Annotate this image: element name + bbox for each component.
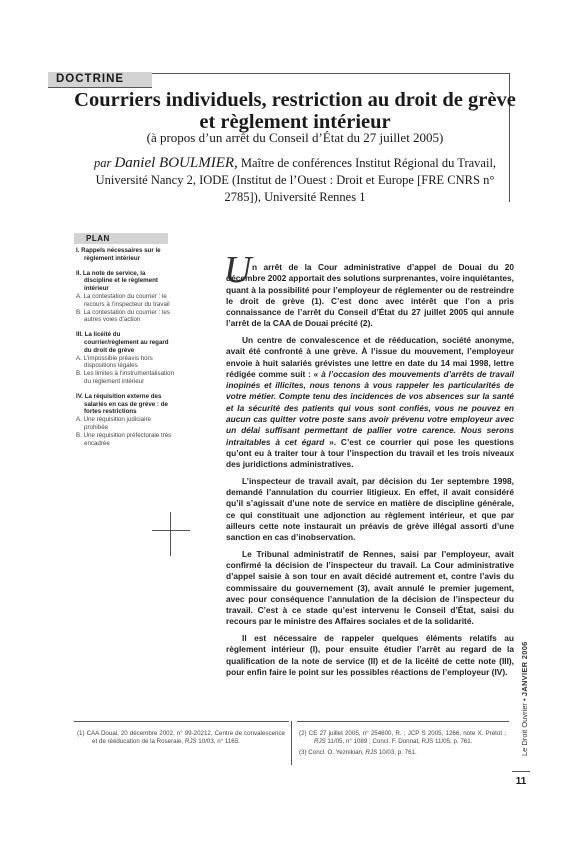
plan-heading: IV. La réquisition externe des salariés en cas de grève : de fortes restrictions — [76, 392, 168, 416]
plan-subheading: A. L’impossible préavis hors dispositions légales — [76, 354, 153, 370]
drop-cap: U — [224, 249, 252, 291]
footnotes-left — [77, 730, 285, 749]
body-paragraph: n arrêt de la Cour administrative d’appel de Douai du 20 décembre 2002 apportait des solutions surprenantes, voire inquiétantes, quant à la possibilité pour l’employeur de réglementer ou de restreindre le droit de grève (1). C’est donc avec intérêt que l’on a pris connaissance de l’arrêt du Conseil d’État du 27 juillet 2005 qui annule l’arrêt de la CAA de Douai précité (2). — [226, 262, 514, 329]
footnote — [299, 749, 506, 757]
page-number: 11 — [515, 776, 527, 787]
author-block — [80, 155, 510, 206]
plan-section — [76, 247, 174, 263]
footnote-text: 11/05, n° 1089 ; Concl. F. Donnat, RJS 11/05, p. 761. — [325, 738, 473, 745]
body-text: ». C’est ce courrier qui pose les questions qu’ont eu à traiter tour à tour l’inspection du travail et les trois niveaux des juridictions administratives. — [226, 436, 514, 470]
plan-subheading: B. La contestation du courrier : les autres voies d’action — [76, 308, 170, 324]
plan-heading: III. La licéité du courrier/règlement au regard du droit de grève — [76, 331, 169, 354]
issue-date: JANVIER 2006 — [520, 641, 529, 697]
footnote-text: 10/03, p. 761. — [377, 749, 417, 756]
footnotes-right — [299, 730, 506, 760]
journal-name: Le Droit Ouvrier — [520, 703, 529, 756]
footnote-number: (3) — [299, 749, 307, 756]
body-paragraph: Le Tribunal administratif de Rennes, saisi par l’employeur, avait confirmé la décision de l’inspecteur du travail. La Cour administrative d’appel saisie à son tour en avait décidé autrement et, contre l’avis du commissaire du gouvernement (3), avait annulé le premier jugement, avec pour conséquence l’annulation de la décision de l’inspecteur du travail. C’est à ce stade qu’est intervenu le Conseil d’État, saisi du recours par le ministre des Affaires sociales et de la solidarité. — [226, 548, 514, 627]
plan-heading: II. La note de service, la discipline et le règlement intérieur — [76, 269, 158, 293]
footnote-rule — [297, 721, 509, 722]
plan-section — [76, 331, 174, 386]
crop-mark — [152, 530, 190, 531]
plan-section — [76, 393, 174, 448]
plan-subheading: B. Une réquisition préfectorale très encadrée — [76, 431, 172, 447]
footnote-journal: RJS — [314, 738, 326, 745]
footnote-text: CAA Douai, 20 décembre 2002, n° 99-20212, Centre de convalescence et de rééducation de la Roseraie, — [86, 730, 285, 745]
rubric-underline — [48, 87, 152, 88]
article-title: Courriers individuels, restriction au droit de grève et règlement intérieur — [74, 89, 516, 133]
footnote-journal: RJS — [365, 749, 378, 756]
section-label: DOCTRINE — [48, 72, 152, 87]
author-affiliation: Maître de conférences Institut Régional du Travail, Université Nancy 2, IODE (Institut de l’Ouest : Droit et Europe [FRE CNRS n° 2785]), Université Rennes 1 — [95, 156, 497, 204]
body-paragraph: Il est nécessaire de rappeler quelques éléments relatifs au règlement intérieur (I), pour ensuite étudier l’arrêt au regard de la qualification de la note de service (II) et de la licéité de cette note (III), pour enfin faire le point sur les possibles réactions de l’employeur (IV). — [226, 632, 514, 677]
page-number-rule — [512, 771, 530, 772]
body-text: Un centre de convalescence et de rééducation, société anonyme, avait été confronté à une grève. À l’issue du mouvement, l’employeur envoie à huit salariés grévistes une lettre en date du 14 mai 1998, lettre rédigée comme suit : « — [226, 334, 514, 379]
crop-mark — [170, 512, 171, 556]
footnote-text: CE 27 juillet 2005, n° 254600, R. ; JCP S 2005, 1266, note X. Prétot ; — [308, 730, 506, 737]
plan-label: PLAN — [74, 233, 168, 244]
plan-subheading: A. Une réquisition judiciaire prohibée — [76, 416, 151, 431]
footnote-text: 10/03, n° 1165. — [196, 738, 240, 745]
footnote — [77, 730, 285, 746]
footnote-number: (2) — [299, 730, 307, 737]
plan-outline — [76, 247, 174, 454]
body-paragraph: L’inspecteur de travail avait, par décision du 1er septembre 1998, demandé l’annulation du courrier litigieux. En effet, il avait considéré qu’il s’agissait d’une note de service en matière de discipline générale, ce qui constituait une adjonction au règlement intérieur, et que par ailleurs cette note instaurait un préavis de grève illégal assorti d’une sanction en cas d’inobservation. — [226, 475, 514, 543]
footnote-number: (1) — [77, 730, 85, 737]
footnote-rule — [74, 721, 289, 722]
plan-section — [76, 270, 174, 325]
footnote-text: Concl. O. Yeznikian, — [308, 749, 366, 756]
article-subtitle: (à propos d’un arrêt du Conseil d’État du 27 juillet 2005) — [146, 130, 444, 145]
plan-heading: I. Rappels nécessaires sur le règlement intérieur — [76, 247, 161, 262]
running-head — [520, 632, 530, 756]
quoted-letter: à l’occasion des mouvements d’arrêts de travail inopinés et illicites, nous tenons à vous rappeler les particularités de votre métier. Compte tenu des incidences de vos absences sur la santé et la sécurité des patients qui vous sont confiés, vous ne pouvez en aucun cas quitter votre poste sans avoir prévenu votre employeur avec un délai suffisant permettant de pallier votre carence. Nous serons intraitables à cet égard — [226, 368, 514, 447]
author-prefix: par — [93, 156, 112, 170]
plan-subheading: B. Les limites à l’instrumentalisation du règlement intérieur — [76, 370, 175, 385]
body-paragraph — [226, 335, 514, 471]
footnote — [299, 730, 506, 746]
author-name: Daniel BOULMIER, — [114, 155, 238, 171]
header-frame-top — [152, 73, 510, 74]
footnote-journal: RJS — [184, 738, 197, 745]
separator-bullet: • — [520, 698, 529, 701]
footnote-column-divider — [291, 721, 292, 765]
article-body — [226, 262, 514, 683]
plan-subheading: A. La contestation du courrier : le recours à l’inspecteur du travail — [76, 292, 170, 308]
